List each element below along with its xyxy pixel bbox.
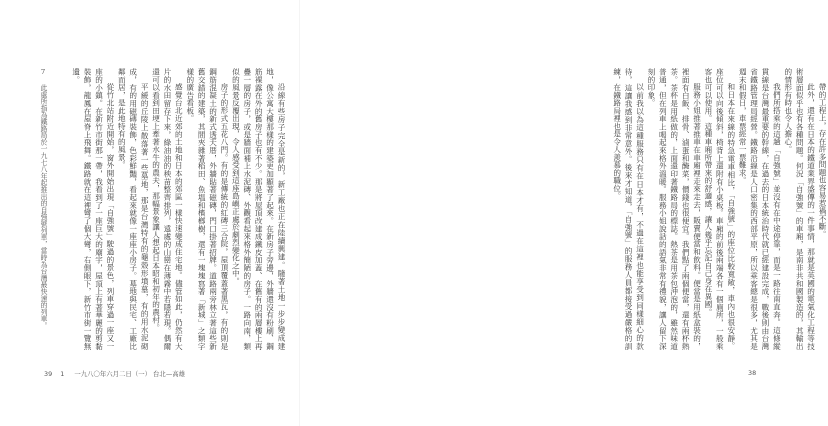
right-page-body [612, 68, 828, 350]
paragraph: 感覺台北近郊的土地和日本的郊區一樣快速變成住宅地。儘管如此，仍然有大片的水田留存下來，綠油油的秧苗整齊排列，遠處的山巒在薄霧中若隱若現。偶爾還可以看到田埂上牽著水牛的農夫，那幅景象讓人想起日本昭和初年的農村。 [151, 68, 184, 350]
right-page [300, 0, 827, 426]
left-folio [44, 369, 185, 378]
footnote-text: 7 此處所指為鐵路局於一九七八年起推出的自強號列車，當時為台灣最快速的列車。 [39, 68, 47, 329]
paragraph: 以前我以為這種服務只有在日本才有，不過在這裡也能享受到同樣細心的款待，這讓我感到非常意外。後來才知道，「自強號」的服務人員都接受過嚴格的訓練，在鐵路局裡也是令人羨慕的職位。 [612, 68, 645, 350]
left-page-body [62, 68, 287, 350]
running-head-date: 一九八〇年六月二日（一） [74, 370, 151, 378]
page-number: 38 [748, 369, 757, 377]
paragraph: 我們所搭乘的這趟「自強號」並沒有在中途停靠，而是一路往南直奔。這條縱貫線是台灣最重要的幹線，在過去的日本統治時代就已經建設完成，戰後則由台灣省鐵路管理局經營。鐵路沿線是人口密集的西部平原，所以乘客總是很多，尤其是週末和假日，車票經常一票難求。 [738, 68, 782, 350]
paragraph: 和日本在來線的特急電車相比，「自強號」的座位比較寬敞，車內也很安靜。座位可以向後傾斜，椅背上還附有小桌板。車廂的前後兩端各有一個廁所，一般乘客也可以使用。這種車廂所帶來的舒適感，讓人幾乎忘記自己身在異國。 [703, 68, 736, 350]
right-folio [748, 369, 756, 377]
paragraph: 帶的工程上，存在許多問題也容易惹禍不斷。 [818, 83, 827, 239]
left-page [0, 0, 300, 426]
paragraph: 沿線有些房子完全是新的，新工廠也正在陸續興建。隨著土地一步步變成建地，像公寓大樓那樣的建築更加顯著了起來。在新房子旁邊，外牆還沒有粉刷、鋼筋裸露在外的舊房子也有不少。那是將屋頂改建成鐵皮加蓋、在舊有的兩層樓上再疊一層的房子，或是牆面補上水泥磚、外觀看起來格外簡陋的房子。一路向南，類似的風景反覆出現，令人感受到這座島嶼正處於劇烈變化之中。 [231, 68, 286, 350]
paragraph: 服務小姐推著推車在車廂裡走來走去，販賣便當和飲料。便當是用紙盒裝的，裡面有白飯、排骨、滷蛋和醃菜，價錢也很便宜。我們點了兩個便當，還有兩杯熱茶。茶杯是用紙做的，上面還印著鐵路局的標誌。熱茶是用茶包沖泡的，雖然味道普通，但在列車上喝起來格外溫暖。服務小姐說話的語氣非常有禮貌，讓人留下深刻的印象。 [646, 68, 702, 350]
footnote [24, 68, 48, 350]
page-number: 39 [44, 370, 53, 378]
paragraph: 房子的形式五花八門。有的是傳統的紅磚三合院，屋頂覆蓋著黑瓦，有的則是鋼筋混凝土的新式透天厝，外牆貼著磁磚，門口掛著招牌。道路兩旁林立著這些新舊交錯的建築，其間夾雜著稻田、魚塭和檳榔樹，還有一塊塊寫著「新城」之類字樣的廣告看板。 [185, 68, 229, 350]
paragraph: 此外，還有在日本的鐵道業界盛傳的一件事情，那就是英國的電氣化工程等技術層面似乎也有各種問題。何況「自強號」的車廂，是南非共和國製造的，其輸出的情形有時也令人擔心。 [783, 68, 816, 350]
running-head-place: 台北—高雄 [153, 370, 185, 378]
paragraph: 平緩的丘陵上散落著一些墓地，那是台灣特有的龜殼形墳墓，有的用水泥砌成，有的用磁磚裝飾，色彩鮮豔，看起來就像一座座小房子。墓地與民宅、工廠比鄰而居，是此地特有的風景。 [117, 68, 150, 350]
chapter-number: 1 [60, 370, 65, 378]
paragraph: 從竹北站附近開始，窗外開始出現「自強號」駛過的景色，列車穿過一座又一座的小鎮。在新竹市街那一帶，我看到了一座巨大的廟宇，屋頂上有著華麗的剪黏裝飾，龍鳳在屋脊上飛舞。鐵路就在這裡彎了個大彎，右側眼下，新竹市街一覽無遺。 [71, 68, 115, 350]
